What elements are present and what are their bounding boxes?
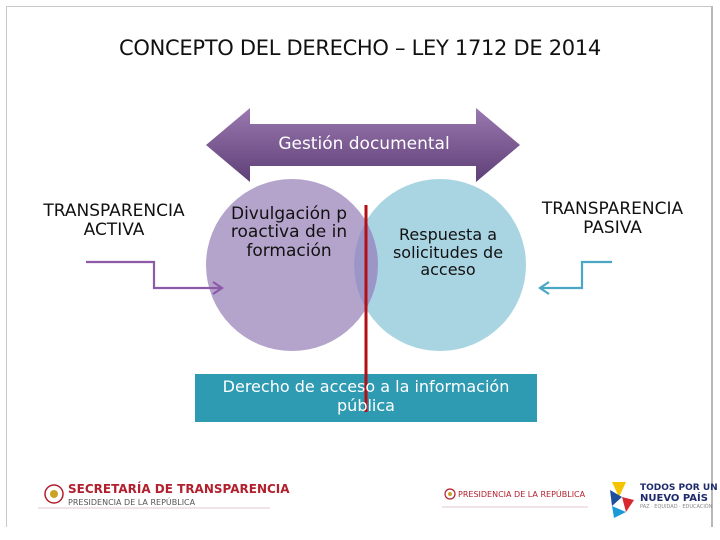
left-circle-text: Divulgación proactiva de información [230, 204, 348, 261]
footer-left-sub: PRESIDENCIA DE LA REPÚBLICA [68, 498, 196, 507]
footer-middle-logo-text: PRESIDENCIA DE LA REPÚBLICA [458, 490, 586, 499]
right-connector-arrow [540, 262, 612, 294]
arrow-label: Gestión documental [278, 134, 450, 154]
transparencia-pasiva-label: TRANSPARENCIA PASIVA [541, 199, 684, 239]
footer-left-name: SECRETARÍA DE TRANSPARENCIA [68, 482, 290, 496]
nuevo-pais-logo-icon [610, 482, 634, 518]
secretaria-seal-icon [45, 485, 63, 503]
footer-right-logo [640, 483, 718, 510]
right-circle-text: Respuesta a solicitudes de acceso [392, 225, 504, 280]
slide-title: CONCEPTO DEL DERECHO – LEY 1712 DE 2014 [119, 36, 601, 60]
bottom-box-label: Derecho de acceso a la información pública [222, 377, 510, 416]
footer-right-line3: PAZ · EQUIDAD · EDUCACIÓN [640, 504, 713, 510]
presidencia-seal-icon [445, 489, 455, 499]
left-connector-arrow [86, 262, 222, 294]
footer-right-line1: TODOS POR UN [640, 483, 718, 493]
transparencia-activa-label: TRANSPARENCIA ACTIVA [43, 201, 185, 241]
footer-right-line2: NUEVO PAÍS [640, 493, 708, 504]
